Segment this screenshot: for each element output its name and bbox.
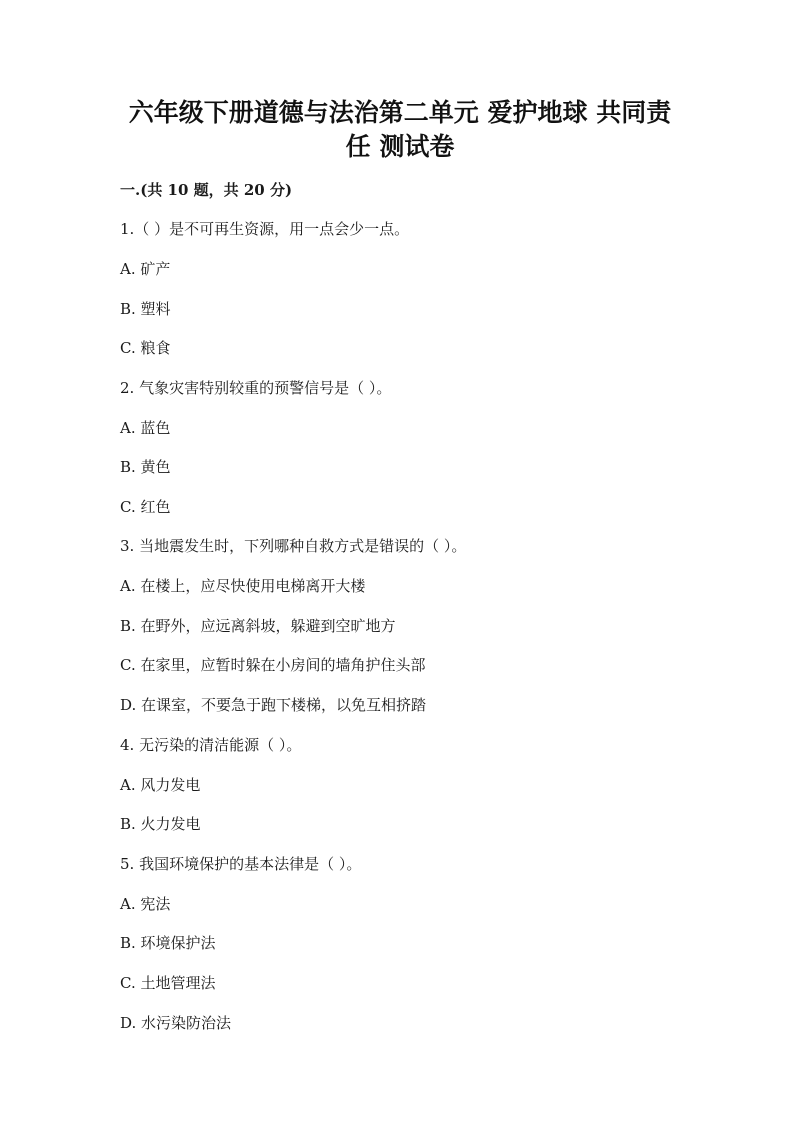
question-3-option-d: D. 在课室，不要急于跑下楼梯，以免互相挤踏: [120, 696, 427, 714]
question-1-option-a: A. 矿产: [120, 260, 171, 278]
section-heading: 一.(共 10 题，共 20 分): [120, 181, 293, 199]
question-3-option-b: B. 在野外，应远离斜坡，躲避到空旷地方: [120, 617, 396, 635]
question-5-option-a: A. 宪法: [120, 895, 171, 913]
question-5-option-b: B. 环境保护法: [120, 934, 216, 952]
question-5-option-c: C. 土地管理法: [120, 974, 216, 992]
question-5-option-d: D. 水污染防治法: [120, 1014, 232, 1032]
question-1-stem: 1.（ ）是不可再生资源，用一点会少一点。: [120, 220, 410, 238]
page-title-line-2: 任 测试卷: [345, 132, 455, 161]
question-1-option-b: B. 塑料: [120, 300, 171, 318]
question-5-stem: 5. 我国环境保护的基本法律是（ ）。: [120, 855, 362, 873]
question-2-option-b: B. 黄色: [120, 458, 171, 476]
question-4-stem: 4. 无污染的清洁能源（ ）。: [120, 736, 302, 754]
question-2-option-c: C. 红色: [120, 498, 171, 516]
page-title-line-1: 六年级下册道德与法治第二单元 爱护地球 共同责: [128, 98, 672, 127]
question-4-option-b: B. 火力发电: [120, 815, 201, 833]
question-2-option-a: A. 蓝色: [120, 419, 171, 437]
question-2-stem: 2. 气象灾害特别较重的预警信号是（ ）。: [120, 379, 392, 397]
question-3-option-a: A. 在楼上，应尽快使用电梯离开大楼: [120, 577, 366, 595]
question-3-stem: 3. 当地震发生时，下列哪种自救方式是错误的（ ）。: [120, 537, 467, 555]
question-1-option-c: C. 粮食: [120, 339, 171, 357]
question-4-option-a: A. 风力发电: [120, 776, 201, 794]
question-3-option-c: C. 在家里，应暂时躲在小房间的墙角护住头部: [120, 656, 426, 674]
